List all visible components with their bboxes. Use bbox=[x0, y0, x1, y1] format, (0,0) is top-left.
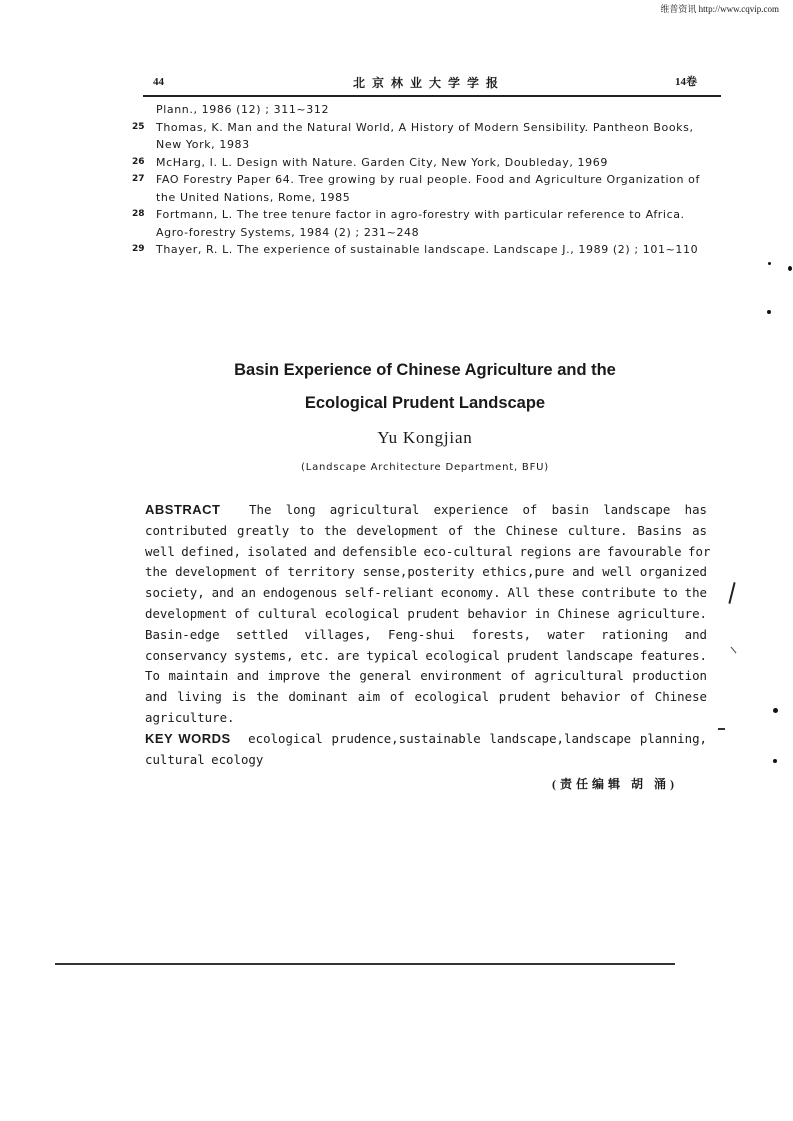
scan-speck bbox=[788, 266, 792, 271]
article-title bbox=[0, 354, 793, 420]
volume-label: 14卷 bbox=[675, 76, 697, 88]
abstract-line: To maintain and improve the general environment of agricultural production bbox=[145, 668, 707, 684]
reference-number: 26 bbox=[132, 156, 145, 167]
reference-item bbox=[128, 206, 718, 241]
keywords-text: ecological prudence,sustainable landscape,landscape planning, bbox=[248, 730, 707, 746]
page-number: 44 bbox=[153, 76, 164, 88]
reference-text: Fortmann, L. The tree tenure factor in agro-forestry with particular reference to Africa. Agro-forestry Systems, 1984 (2) ; 231~248 bbox=[156, 208, 685, 239]
journal-name: 北京林业大学学报 bbox=[352, 76, 505, 90]
abstract-label: ABSTRACT bbox=[145, 502, 221, 517]
reference-item bbox=[128, 241, 718, 259]
scan-speck bbox=[773, 759, 777, 763]
reference-item bbox=[128, 119, 718, 154]
reference-text: McHarg, I. L. Design with Nature. Garden City, New York, Doubleday, 1969 bbox=[156, 155, 608, 169]
scan-speck bbox=[773, 708, 778, 713]
keywords-line: cultural ecology bbox=[145, 751, 264, 767]
header-rule bbox=[143, 95, 721, 97]
title-line: Basin Experience of Chinese Agriculture and the bbox=[234, 361, 616, 379]
scan-mark bbox=[728, 582, 735, 604]
abstract-line: agriculture. bbox=[145, 709, 235, 725]
reference-text: Thomas, K. Man and the Natural World, A History of Modern Sensibility. Pantheon Books, New York, 1983 bbox=[156, 120, 694, 151]
abstract-line: development of cultural ecological prudent behavior in Chinese agriculture. bbox=[145, 605, 707, 621]
reference-text: Plann., 1986 (12) ; 311~312 bbox=[156, 103, 330, 116]
abstract-block bbox=[145, 500, 711, 770]
reference-number: 28 bbox=[132, 209, 145, 219]
scan-speck bbox=[768, 262, 771, 265]
scan-mark bbox=[718, 728, 725, 730]
abstract-line: Basin-edge settled villages, Feng-shui forests, water rationing and bbox=[145, 626, 707, 642]
abstract-line bbox=[145, 500, 707, 521]
reference-item bbox=[128, 101, 718, 119]
author-affiliation: (Landscape Architecture Department, BFU) bbox=[301, 462, 549, 473]
bottom-rule bbox=[55, 963, 675, 965]
author-name: Yu Kongjian bbox=[377, 428, 473, 447]
source-watermark: 维普资讯 http://www.cqvip.com bbox=[660, 4, 779, 14]
reference-list bbox=[128, 101, 718, 259]
scan-speck bbox=[767, 310, 771, 314]
keywords-label: KEY WORDS bbox=[145, 730, 231, 746]
abstract-line: well defined, isolated and defensible eco-cultural regions are favourable for bbox=[145, 543, 711, 559]
abstract-line: and living is the dominant aim of ecological prudent behavior of Chinese bbox=[145, 689, 707, 705]
reference-number: 27 bbox=[132, 174, 145, 184]
title-line: Ecological Prudent Landscape bbox=[304, 394, 546, 412]
reference-item bbox=[128, 171, 718, 206]
abstract-line: conservancy systems, etc. are typical ecological prudent landscape features. bbox=[145, 647, 707, 663]
keywords-line bbox=[145, 729, 707, 750]
responsible-editor: (责任编辑 胡 涌) bbox=[552, 777, 678, 791]
reference-item bbox=[128, 154, 718, 172]
reference-number: 29 bbox=[132, 244, 145, 254]
scan-mark bbox=[731, 647, 737, 654]
reference-text: Thayer, R. L. The experience of sustainable landscape. Landscape J., 1989 (2) ; 101~110 bbox=[156, 243, 699, 256]
abstract-text: The long agricultural experience of basin landscape has bbox=[249, 502, 707, 517]
running-header bbox=[143, 72, 715, 92]
reference-number: 25 bbox=[132, 121, 145, 132]
reference-text: FAO Forestry Paper 64. Tree growing by rual people. Food and Agriculture Organization of the United Nations, Rome, 1985 bbox=[156, 173, 700, 204]
abstract-line: contributed greatly to the development of the Chinese culture. Basins as bbox=[145, 522, 707, 538]
abstract-line: the development of territory sense,posterity ethics,pure and well organized bbox=[145, 564, 707, 580]
abstract-line: society, and an endogenous self-reliant economy. All these contribute to the bbox=[145, 585, 707, 601]
